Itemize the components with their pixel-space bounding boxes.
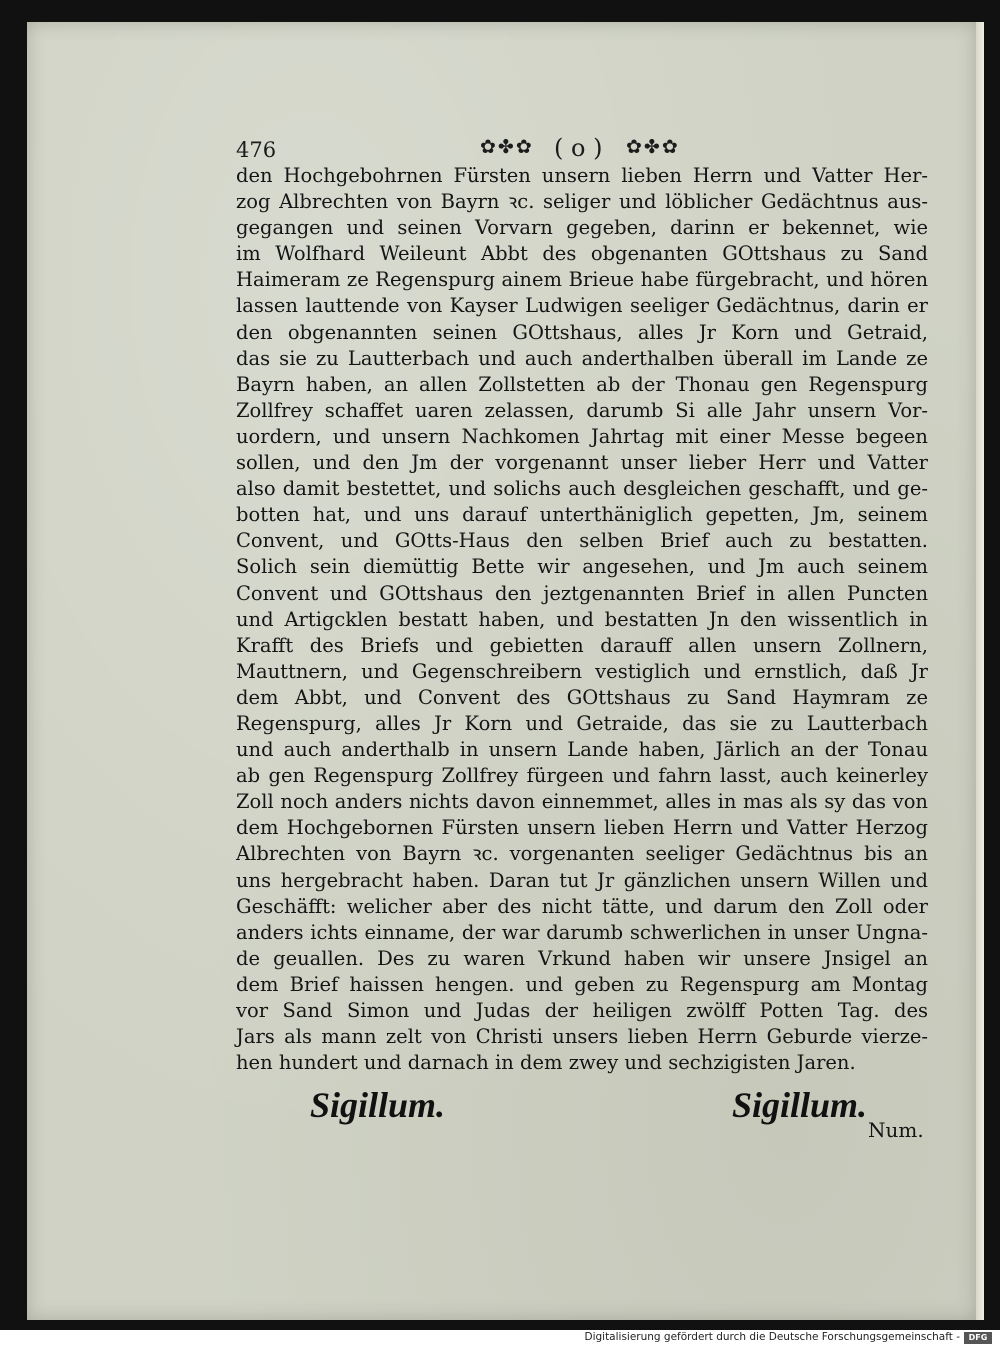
text-line: Regenspurg, alles Jr Korn und Getraide, das sie zu Lautterbach — [236, 711, 928, 735]
body-text — [236, 163, 928, 1076]
text-line: gegangen und seinen Vorvarn gegeben, darinn er bekennet, wie — [236, 216, 928, 240]
text-line: Albrechten von Bayrn ꝛc. vorgenanten seeliger Gedächtnus bis an — [236, 842, 928, 866]
text-line: Haimeram ze Regenspurg ainem Brieue habe fürgebracht, und hören — [236, 268, 928, 292]
text-line: ab gen Regenspurg Zollfrey fürgeen und fahrn lasst, auch keinerley — [236, 764, 928, 788]
text-line: also damit bestettet, und solichs auch desgleichen geschafft, und ge- — [236, 477, 928, 501]
ornament-left-icon: ✿✤✿ — [480, 136, 534, 158]
text-line: vor Sand Simon und Judas der heiligen zwölff Potten Tag. des — [236, 999, 928, 1022]
text-line: sollen, und den Jm der vorgenannt unser lieber Herr und Vatter — [236, 451, 928, 475]
text-line: Zollfrey schaffet uaren zelassen, darumb Si alle Jahr unsern Vor- — [236, 398, 928, 422]
text-line: Solich sein diemüttig Bette wir angesehen, und Jm auch seinem — [236, 555, 928, 579]
text-line: de geuallen. Des zu waren Vrkund haben wir unsere Jnsigel an — [236, 946, 928, 970]
page-edge — [976, 22, 984, 1320]
text-line: Bayrn haben, an allen Zollstetten ab der Thonau gen Regenspurg — [236, 372, 928, 396]
text-line: Jars als mann zelt von Christi unsers lieben Herrn Geburde vierze- — [236, 1025, 928, 1049]
text-line: Mauttnern, und Gegenschreibern vestiglich und ernstlich, daß Jr — [236, 659, 928, 683]
text-line: hen hundert und darnach in dem zwey und sechzigisten Jaren. — [236, 1051, 856, 1075]
text-line: den Hochgebohrnen Fürsten unsern lieben Herrn und Vatter Her- — [236, 164, 928, 187]
text-line: lassen lauttende von Kayser Ludwigen seeliger Gedächtnus, darin er — [236, 294, 928, 318]
text-line: dem Hochgebornen Fürsten unsern lieben Herrn und Vatter Herzog — [236, 816, 928, 840]
text-line: dem Brief haissen hengen. und geben zu Regenspurg am Montag — [236, 972, 928, 996]
text-line: Geschäfft: welicher aber des nicht tätte, und darum den Zoll oder — [236, 894, 928, 918]
text-line: uns hergebracht haben. Daran tut Jr gänzlichen unsern Willen und — [236, 868, 928, 892]
text-line: und auch anderthalb in unsern Lande haben, Järlich an der Tonau — [236, 738, 928, 762]
ornament-right-icon: ✿✤✿ — [626, 136, 680, 158]
funding-credit: Digitalisierung gefördert durch die Deutsche Forschungsgemeinschaft - — [584, 1331, 960, 1343]
seal-label-left: Sigillum. — [310, 1085, 446, 1125]
header-center-mark: ( o ) — [554, 134, 603, 162]
text-line: und Artigcklen bestatt haben, und bestatten Jn den wissentlich in — [236, 607, 928, 631]
text-line: Zoll noch anders nichts davon einnemmet, alles in mas als sy das von — [236, 790, 928, 814]
text-line: Krafft des Briefs und gebietten darauff allen unsern Zollnern, — [236, 633, 928, 657]
text-line: Convent, und GOtts-Haus den selben Brief auch zu bestatten. — [236, 529, 928, 553]
dfg-logo-icon: DFG — [964, 1332, 992, 1344]
text-line: dem Abbt, und Convent des GOttshaus zu Sand Haymram ze — [236, 685, 928, 709]
text-line: den obgenannten seinen GOttshaus, alles Jr Korn und Getraid, — [236, 320, 928, 344]
page-number: 476 — [236, 138, 277, 162]
seal-label-right: Sigillum. — [732, 1085, 868, 1125]
text-line: botten hat, und uns darauf unterthäniglich gepetten, Jm, seinem — [236, 503, 928, 527]
text-line: Convent und GOttshaus den jeztgenannten Brief in allen Puncten — [236, 581, 928, 605]
footer-bar — [0, 1330, 1000, 1347]
text-line: im Wolfhard Weileunt Abbt des obgenanten GOttshaus zu Sand — [236, 242, 928, 266]
text-line: das sie zu Lautterbach und auch anderthalben überall im Lande ze — [236, 346, 928, 370]
text-line: anders ichts einname, der war darumb schwerlichen in unser Ungna- — [236, 920, 928, 944]
text-line: uordern, und unsern Nachkomen Jahrtag mit einer Messe begeen — [236, 424, 928, 448]
catchword: Num. — [868, 1118, 924, 1142]
text-line: zog Albrechten von Bayrn ꝛc. seliger und löblicher Gedächtnus aus- — [236, 190, 928, 214]
